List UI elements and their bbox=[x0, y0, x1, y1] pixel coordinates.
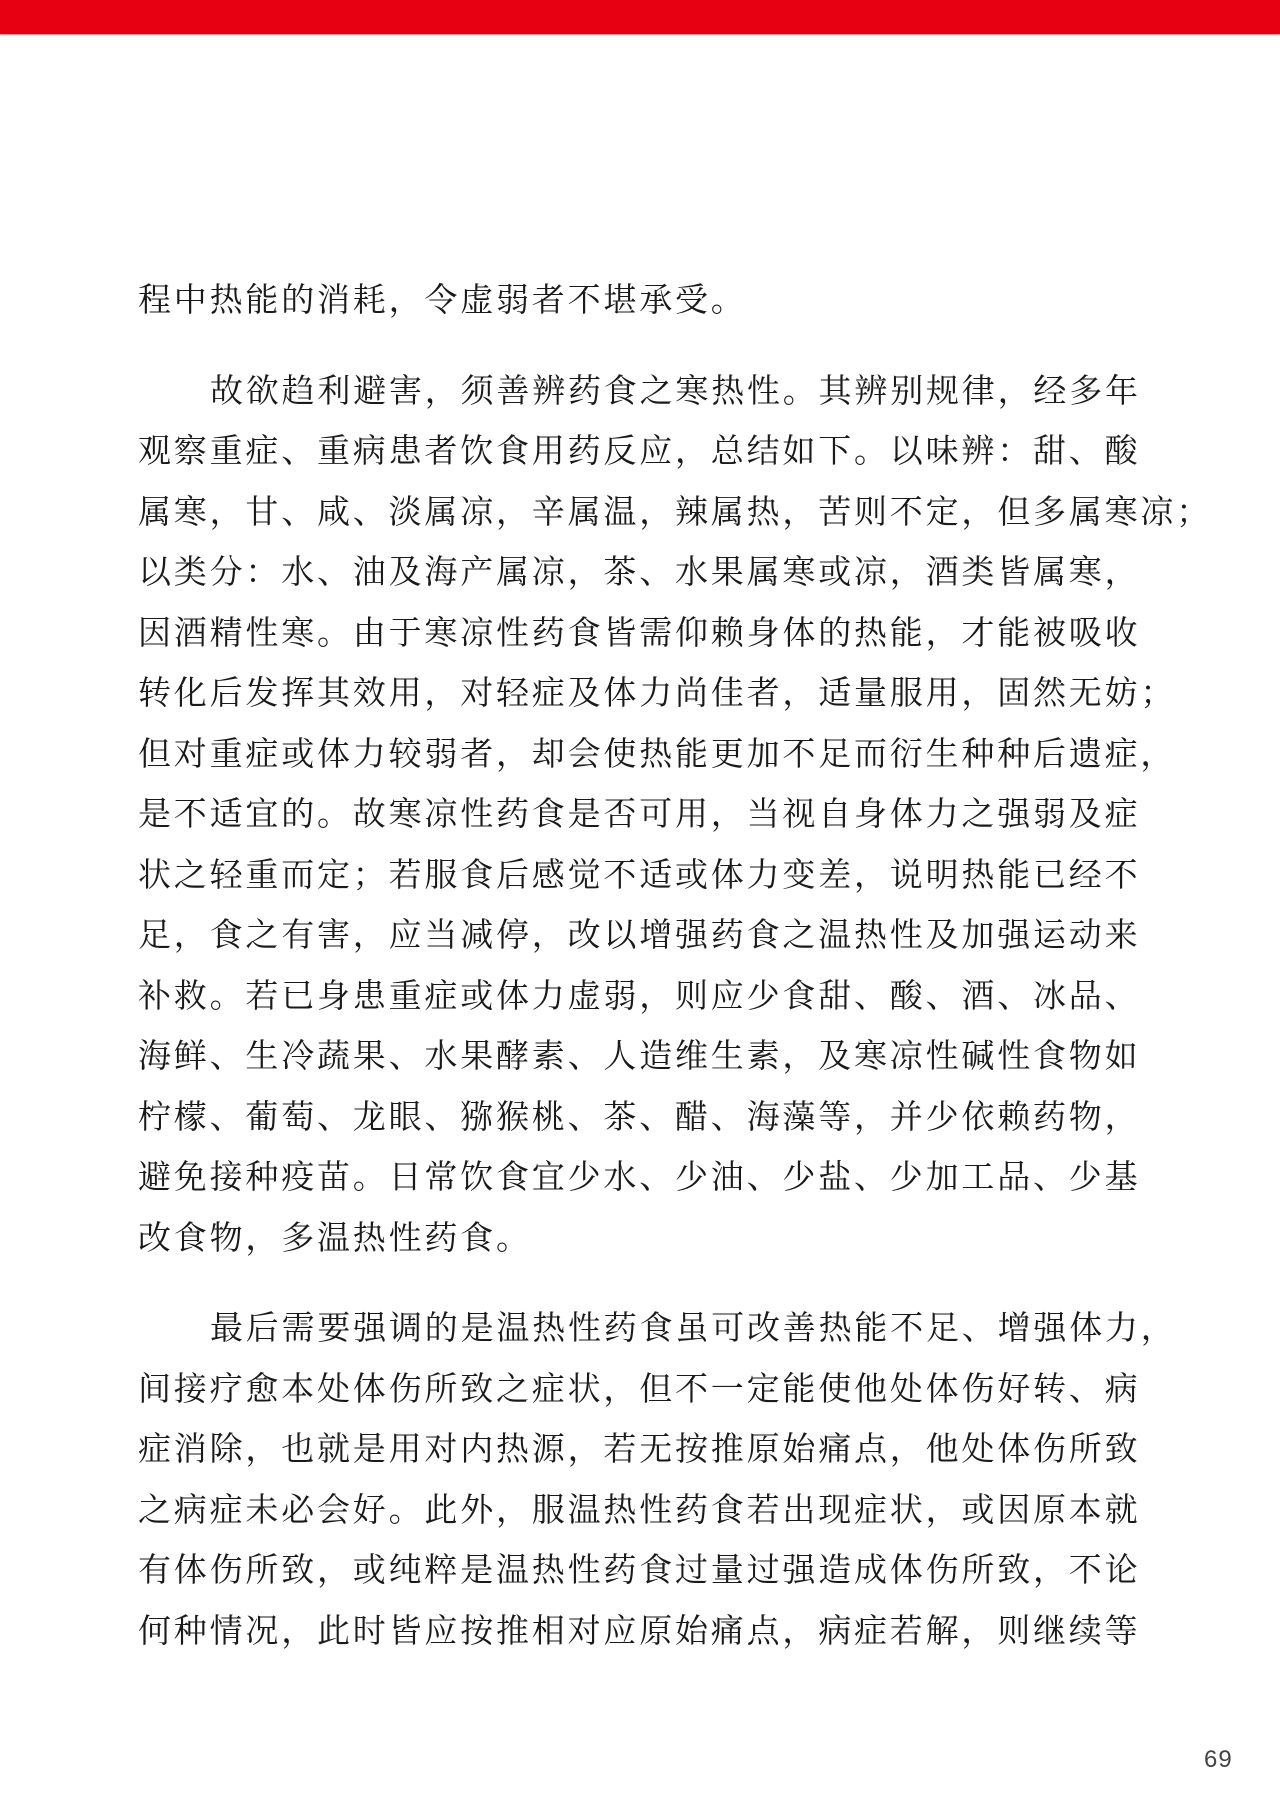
text-line: 之病症未必会好。此外，服温热性药食若出现症状，或因原本就 bbox=[138, 1489, 1141, 1529]
text-line: 足，食之有害，应当减停，改以增强药食之温热性及加强运动来 bbox=[138, 915, 1141, 954]
text-line: 改食物，多温热性药食。 bbox=[138, 1217, 532, 1257]
text-line: 间接疗愈本处体伤所致之症状，但不一定能使他处体伤好转、病 bbox=[138, 1368, 1141, 1408]
text-line: 属寒，甘、咸、淡属凉，辛属温，辣属热，苦则不定，但多属寒凉； bbox=[138, 491, 1212, 531]
text-line: 因酒精性寒。由于寒凉性药食皆需仰赖身体的热能，才能被吸收 bbox=[138, 612, 1141, 652]
header-accent-bar bbox=[0, 0, 1280, 34]
page-number: 69 bbox=[1204, 1746, 1233, 1773]
text-line: 程中热能的消耗，令虚弱者不堪承受。 bbox=[138, 280, 747, 319]
text-line: 故欲趋利避害，须善辨药食之寒热性。其辨别规律，经多年 bbox=[210, 370, 1141, 410]
text-line: 但对重症或体力较弱者，却会使热能更加不足而衍生种种后遗症， bbox=[138, 733, 1177, 773]
text-line: 以类分：水、油及海产属凉，茶、水果属寒或凉，酒类皆属寒， bbox=[138, 552, 1141, 591]
text-line: 柠檬、葡萄、龙眼、猕猴桃、茶、醋、海藻等，并少依赖药物， bbox=[138, 1096, 1141, 1136]
paragraph-2 bbox=[138, 367, 1212, 1275]
paragraph-gap bbox=[138, 1274, 1148, 1304]
text-line: 何种情况，此时皆应按推相对应原始痛点，病症若解，则继续等 bbox=[138, 1610, 1141, 1650]
paragraph-3 bbox=[138, 1304, 1177, 1667]
text-line: 有体伤所致，或纯粹是温热性药食过量过强造成体伤所致，不论 bbox=[138, 1550, 1141, 1589]
text-line: 避免接种疫苗。日常饮食宜少水、少油、少盐、少加工品、少基 bbox=[138, 1157, 1141, 1196]
text-line: 最后需要强调的是温热性药食虽可改善热能不足、增强体力， bbox=[210, 1308, 1177, 1347]
text-line: 状之轻重而定；若服食后感觉不适或体力变差，说明热能已经不 bbox=[138, 854, 1141, 894]
paragraph-gap bbox=[138, 337, 1148, 367]
text-line: 补救。若已身患重症或体力虚弱，则应少食甜、酸、酒、冰品、 bbox=[138, 975, 1141, 1015]
body-text bbox=[138, 276, 1212, 1667]
text-line: 转化后发挥其效用，对轻症及体力尚佳者，适量服用，固然无妨； bbox=[138, 673, 1177, 712]
text-line: 海鲜、生冷蔬果、水果酵素、人造维生素，及寒凉性碱性食物如 bbox=[138, 1036, 1141, 1075]
text-line: 观察重症、重病患者饮食用药反应，总结如下。以味辨：甜、酸 bbox=[138, 431, 1141, 470]
text-line: 症消除，也就是用对内热源，若无按推原始痛点，他处体伤所致 bbox=[138, 1429, 1141, 1468]
paragraph-1 bbox=[138, 276, 1148, 337]
text-line: 是不适宜的。故寒凉性药食是否可用，当视自身体力之强弱及症 bbox=[138, 794, 1141, 833]
